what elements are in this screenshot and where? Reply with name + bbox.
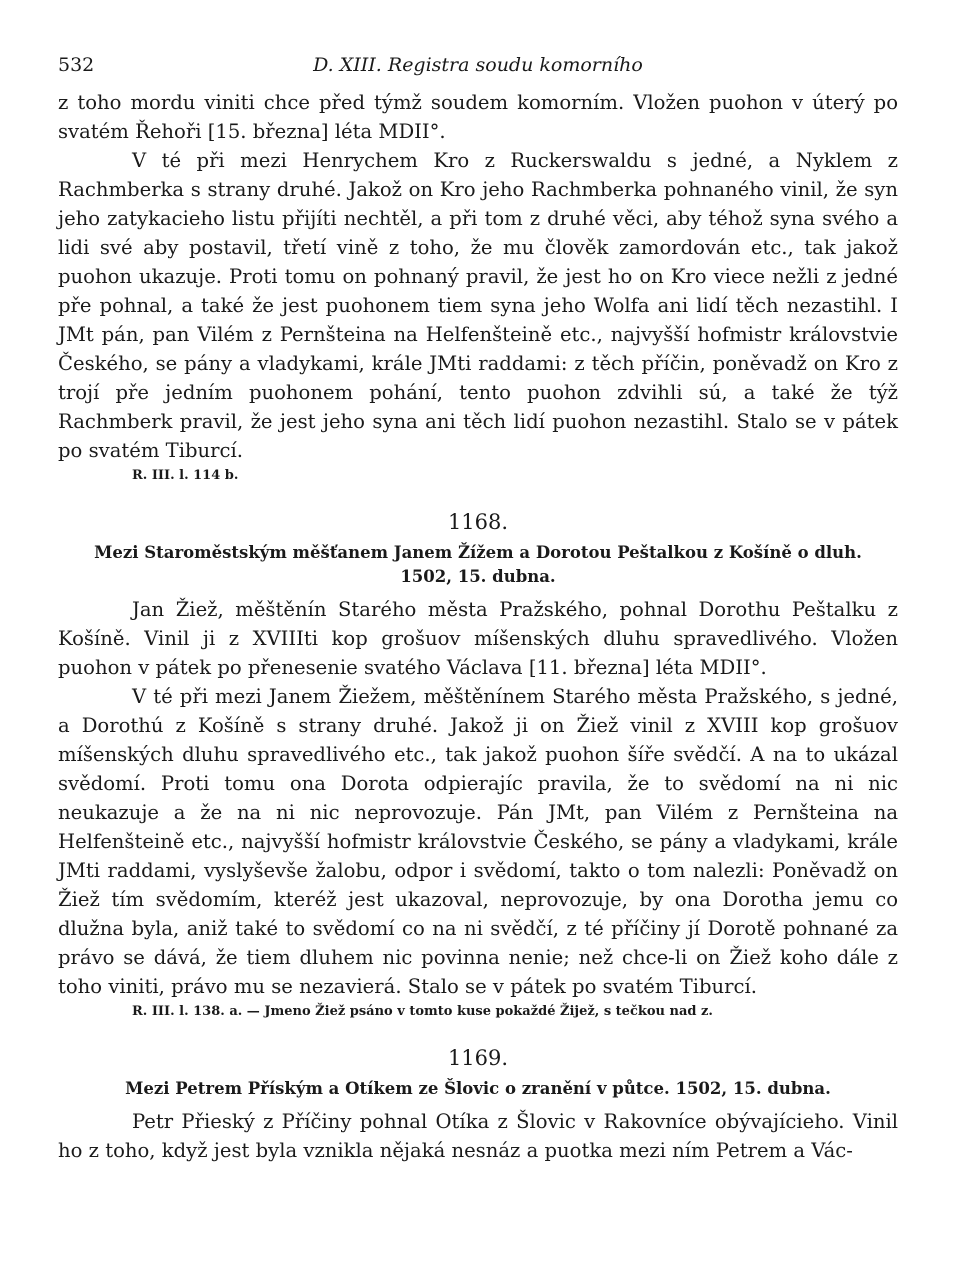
entry-1167 bbox=[58, 88, 898, 487]
entry-date: 1502, 15. dubna. bbox=[400, 567, 556, 586]
running-head: D. XIII. Registra soudu komorního bbox=[313, 54, 643, 76]
entry-number: 1169. bbox=[447, 1046, 509, 1070]
paragraph: V té při mezi Janem Žiežem, měštěnínem Starého města Pražského, s jedné, a Dorothú z Košíně s strany druhé. Jakož ji on Žiež vinil z XVIII kop grošuov míšenských dluhu spravedlivého etc., tak jakož puohon šíře svědčí. A na to ukázal svědomí. Proti tomu ona Dorota odpierajíc pravila, že to svědomí na ni nic neukazuje a že na ni nic neprovozuje. Pán JMt, pan Vilém z Pernšteina na Helfenšteině etc., najvyšší hofmistr královstvie Českého, se pány a vladykami, krále JMti raddami, vyslyševše žalobu, odpor i svědomí, takto o tom nalezli: Poněvadž on Žiež tím svědomím, kteréž jest ukazoval, neprovozuje, by ona Dorotha jemu co dlužna byla, aniž také to svědomí co na ni svědčí, z té příčiny jí Dorotě pohnané za právo se dává, že tiem dluhem nic povinna nenie; než chce-li on Žiež koho dále z toho viniti, právo mu se nezavierá. Stalo se v pátek po svatém Tiburcí. bbox=[58, 685, 898, 998]
page-header bbox=[58, 40, 898, 88]
entry-1169 bbox=[58, 1043, 898, 1165]
source-reference: R. III. l. 114 b. bbox=[132, 468, 239, 483]
document-page bbox=[58, 40, 898, 1165]
entry-1168 bbox=[58, 507, 898, 1023]
source-reference: R. III. l. 138. a. — Jmeno Žiež psáno v tomto kuse pokaždé Žijež, s tečkou nad z. bbox=[132, 1004, 713, 1019]
entry-title: Mezi Staroměstským měšťanem Janem Žížem a Dorotou Peštalkou z Košíně o dluh. bbox=[94, 543, 862, 562]
page-number: 532 bbox=[58, 54, 95, 76]
paragraph-continuation: z toho mordu viniti chce před týmž soudem komorním. Vložen puohon v úterý po svatém Řehoři [15. března] léta MDII°. bbox=[58, 91, 898, 143]
paragraph: V té při mezi Henrychem Kro z Ruckerswaldu s jedné, a Nyklem z Rachmberka s strany druhé. Jakož on Kro jeho Rachmberka pohnaného vinil, že syn jeho zatykacieho listu přijíti nechtěl, a při tom z druhé věci, aby téhož syna svého a lidi své aby postavil, třetí vině z toho, že mu člověk zamordován etc., tak jakož puohon ukazuje. Proti tomu on pohnaný pravil, že jest ho on Kro viece nežli z jedné pře pohnal, a také že jest puohonem tiem syna jeho Wolfa ani lidí těch nezastihl. I JMt pán, pan Vilém z Pernšteina na Helfenšteině etc., najvyšší hofmistr královstvie Českého, se pány a vladykami, krále JMti raddami: z těch příčin, poněvadž on Kro z trojí pře jedním puohonem pohání, tento puohon zdvihli sú, a také že týž Rachmberk pravil, že jest jeho syna ani těch lidí puohon nezastihl. Stalo se v pátek po svatém Tiburcí. bbox=[58, 149, 898, 462]
paragraph: Petr Přieský z Příčiny pohnal Otíka z Šlovic v Rakovníce obývajícieho. Vinil ho z toho, když jest byla vznikla nějaká nesnáz a puotka mezi ním Petrem a Vác- bbox=[58, 1110, 898, 1162]
entry-number: 1168. bbox=[447, 510, 509, 534]
paragraph: Jan Žiež, měštěnín Starého města Pražského, pohnal Dorothu Peštalku z Košíně. Vinil ji z XVIIIti kop grošuov míšenských dluhu spravedlivého. Vložen puohon v pátek po přenesenie svatého Václava [11. března] léta MDII°. bbox=[58, 598, 898, 679]
entry-title: Mezi Petrem Příským a Otíkem ze Šlovic o zranění v půtce. 1502, 15. dubna. bbox=[125, 1079, 831, 1098]
